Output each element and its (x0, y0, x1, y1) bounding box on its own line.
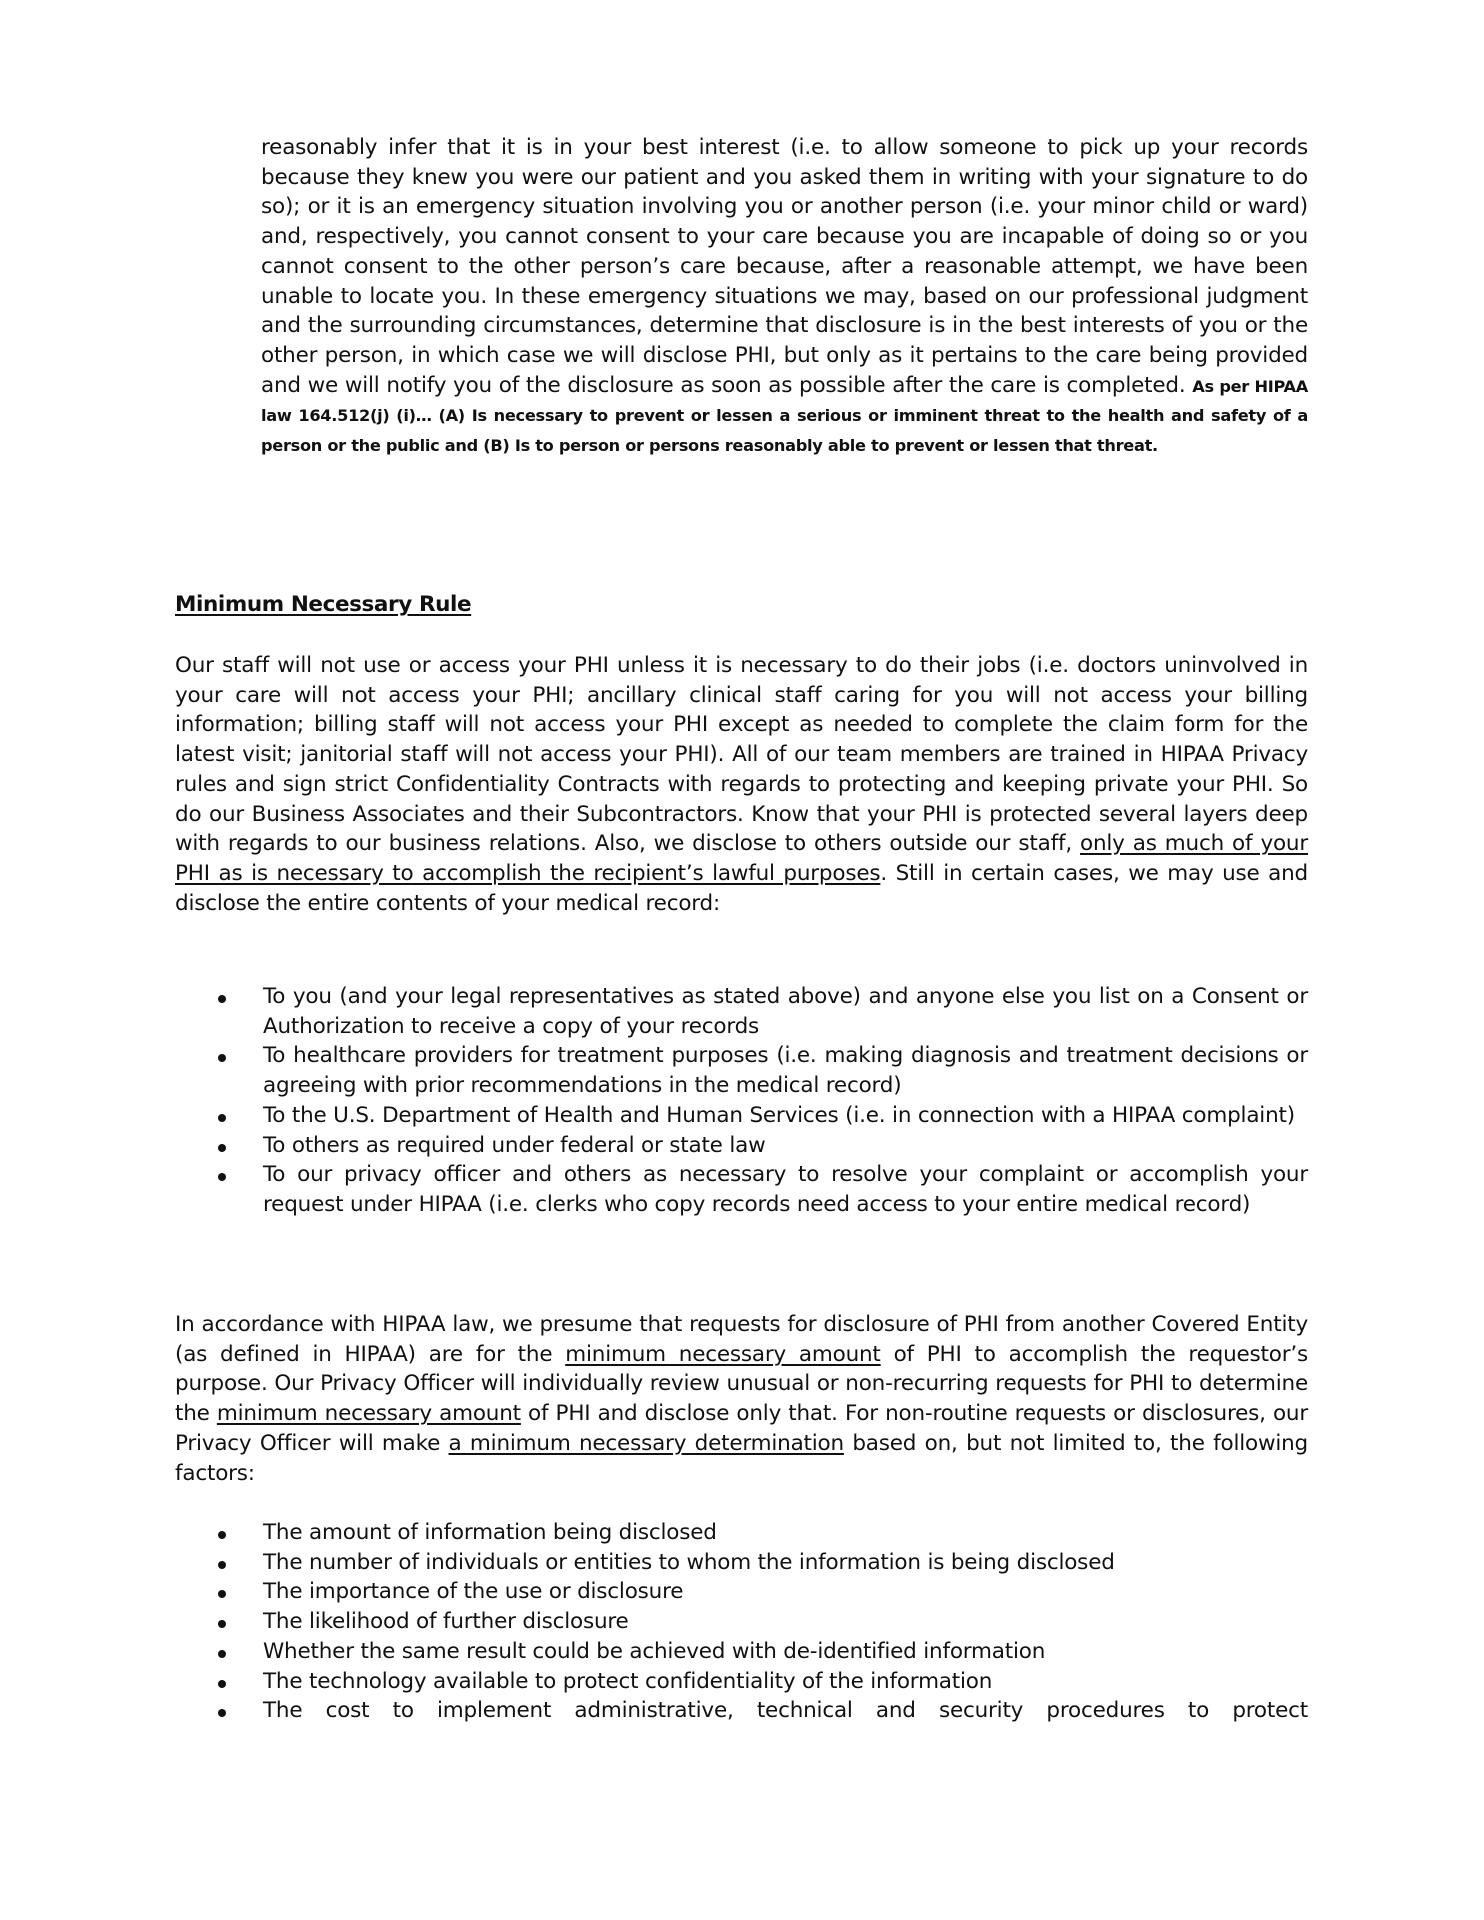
bullet-icon (218, 1144, 226, 1152)
list-item-text: The cost to implement administrative, technical and security procedures to protect (263, 1698, 1308, 1724)
bullet-icon (218, 1114, 226, 1122)
minimum-necessary-paragraph (175, 651, 1308, 918)
list-item-text: To the U.S. Department of Health and Human Services (i.e. in connection with a HIPAA complaint) (263, 1102, 1295, 1128)
list-item-text: To you (and your legal representatives as stated above) and anyone else you list on a Consent or Authorization to receive a copy of your records (263, 984, 1308, 1039)
bullet-icon (218, 995, 226, 1003)
bullet-icon (218, 1620, 226, 1628)
list-item (175, 1160, 1308, 1219)
list-item (175, 1637, 1308, 1667)
list-item (175, 1041, 1308, 1100)
list-item-text: The importance of the use or disclosure (263, 1579, 684, 1605)
list-item-text: Whether the same result could be achieved with de-identified information (263, 1638, 1046, 1664)
list-item (175, 1548, 1308, 1578)
bullet-icon (218, 1054, 226, 1062)
list-item (175, 1131, 1308, 1161)
list-item-text: To others as required under federal or state law (263, 1132, 766, 1158)
list-item (175, 1667, 1308, 1697)
continuation-paragraph (261, 133, 1308, 460)
bullet-icon (218, 1650, 226, 1658)
list-item-text: To healthcare providers for treatment purposes (i.e. making diagnosis and treatment decisions or agreeing with prior recommendations in the medical record) (263, 1043, 1308, 1099)
list-item-text: The number of individuals or entities to whom the information is being disclosed (263, 1549, 1115, 1575)
section-heading: Minimum Necessary Rule (175, 592, 472, 617)
list-item (175, 1696, 1308, 1726)
determination-factors-list (175, 1518, 1308, 1726)
bullet-icon (218, 1561, 226, 1569)
bullet-icon (218, 1531, 226, 1539)
hipaa-legal-note: As per HIPAA law 164.512(j) (i)… (A) Is necessary to prevent or lessen a serious or imminent threat to the health and safety of a person or the public and (B) Is to person or persons reasonably able to prevent or lessen that threat. (261, 376, 1308, 456)
underlined-phrase: a minimum necessary determination (448, 1430, 844, 1456)
list-item (175, 1577, 1308, 1607)
list-item-text: The amount of information being disclosed (263, 1520, 717, 1545)
bullet-icon (218, 1173, 226, 1181)
continuation-text: reasonably infer that it is in your best interest (i.e. to allow someone to pick up your records because they knew you were our patient and you asked them in writing with your signature to do so); or it is an emergency situation involving you or another person (i.e. your minor child or ward) and, respectively, you cannot consent to your care because you are incapable of doing so or you cannot consent to the other person’s care because, after a reasonable attempt, we have been unable to locate you. In these emergency situations we may, based on our professional judgment and the surrounding circumstances, determine that disclosure is in the best interests of you or the other person, in which case we will disclose PHI, but only as it pertains to the care being provided and we will notify you of the disclosure as soon as possible after the care is completed. (261, 135, 1308, 398)
paragraph-text: . Still in certain cases, we may use and disclose the entire contents of your medical record: (175, 860, 1308, 916)
paragraph-text: based on, but not limited to, the following factors: (175, 1430, 1308, 1486)
list-item (175, 1101, 1308, 1131)
paragraph-text: of PHI and disclose only that. For non-routine requests or disclosures, our Privacy Officer will make (175, 1401, 1308, 1456)
list-item-text: The likelihood of further disclosure (263, 1609, 629, 1635)
list-item-text: The technology available to protect confidentiality of the information (263, 1668, 993, 1694)
list-item (175, 1518, 1308, 1548)
bullet-icon (218, 1590, 226, 1598)
list-item (175, 982, 1308, 1041)
bullet-icon (218, 1680, 226, 1688)
list-item-text: To our privacy officer and others as necessary to resolve your complaint or accomplish your request under HIPAA (i.e. clerks who copy records need access to your entire medical record) (263, 1162, 1308, 1217)
paragraph-text: In accordance with HIPAA law, we presume that requests for disclosure of PHI from another Covered Entity (as defined in HIPAA) are for the (175, 1312, 1308, 1367)
paragraph-text: of PHI to accomplish the requestor’s purpose. Our Privacy Officer will individually review unusual or non-recurring requests for PHI to determine the (175, 1341, 1308, 1427)
disclosure-recipients-list (175, 982, 1308, 1220)
paragraph-text: Our staff will not use or access your PHI unless it is necessary to do their jobs (i.e. doctors uninvolved in your care will not access your PHI; ancillary clinical staff caring for you will not access your billing information; billing staff will not access your PHI except as needed to complete the claim form for the latest visit; janitorial staff will not access your PHI). All of our team members are trained in HIPAA Privacy rules and sign strict Confidentiality Contracts with regards to protecting and keeping private your PHI. So do our Business Associates and their Subcontractors. Know that your PHI is protected several layers deep with regards to our business relations. Also, we disclose to others outside our staff, (175, 653, 1308, 857)
underlined-phrase: minimum necessary amount (216, 1401, 521, 1427)
list-item (175, 1607, 1308, 1637)
underlined-phrase: minimum necessary amount (565, 1341, 881, 1367)
bullet-icon (218, 1709, 226, 1717)
hipaa-presumption-paragraph (175, 1310, 1308, 1488)
underlined-phrase: only as much of your PHI as is necessary to accomplish the recipient’s lawful purposes (175, 831, 1308, 886)
